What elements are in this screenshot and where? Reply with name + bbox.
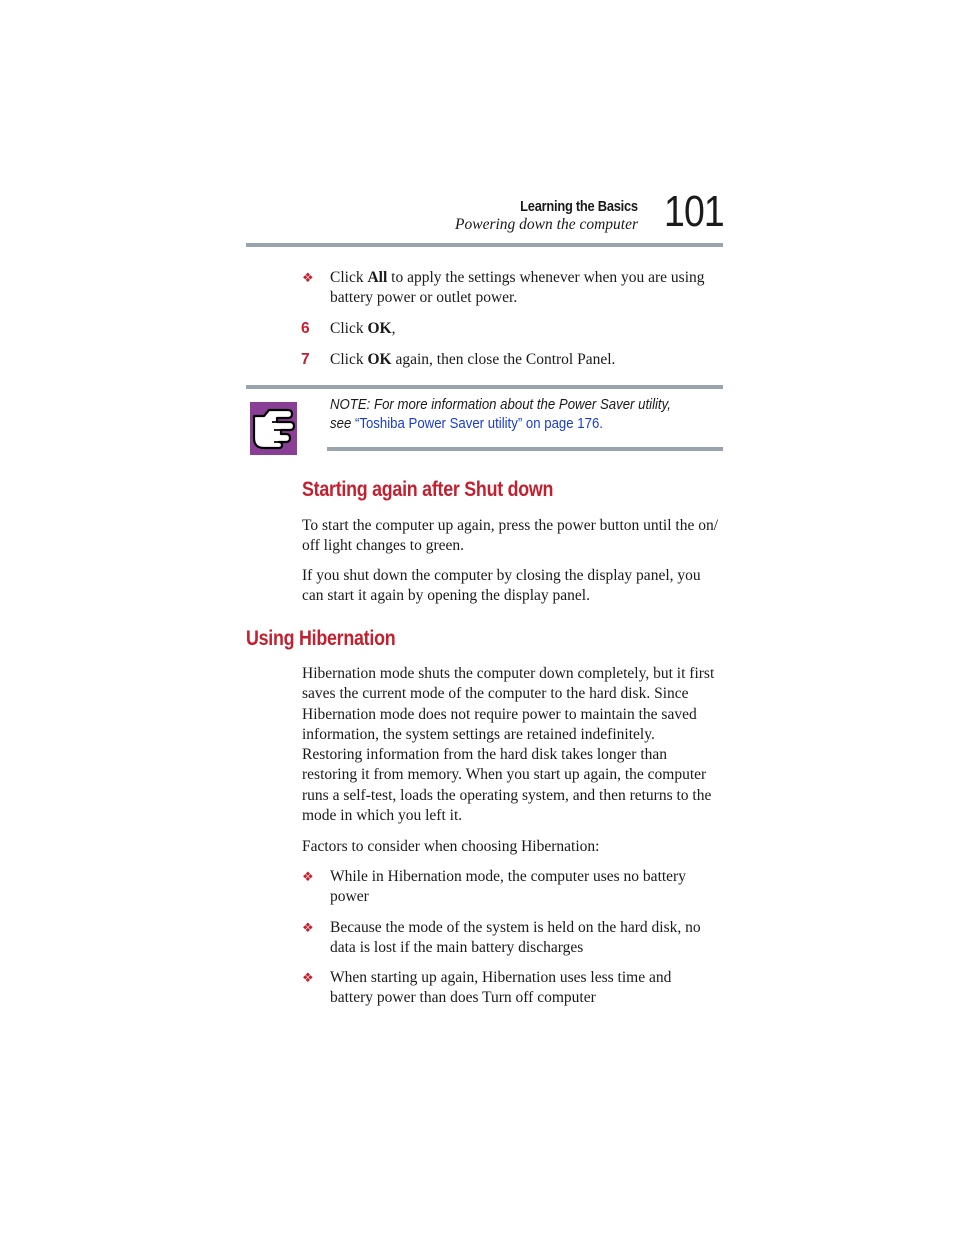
step-number: 6 bbox=[301, 320, 310, 337]
section-heading: Using Hibernation bbox=[246, 627, 396, 650]
note-cross-reference-link[interactable]: “Toshiba Power Saver utility” on page 176. bbox=[354, 415, 603, 432]
running-header-section: Powering down the computer bbox=[455, 216, 638, 233]
paragraph: Factors to consider when choosing Hibernation: bbox=[302, 838, 600, 855]
bullet-diamond-icon: ❖ bbox=[302, 971, 314, 986]
pointing-hand-icon bbox=[250, 402, 297, 455]
list-item: While in Hibernation mode, the computer uses no battery power bbox=[330, 868, 686, 906]
step-text: Click OK again, then close the Control Panel. bbox=[330, 351, 616, 368]
note-bottom-rule bbox=[327, 447, 723, 451]
header-rule bbox=[246, 243, 723, 247]
list-item: Click All to apply the settings whenever when you are using battery power or outlet power. bbox=[330, 269, 705, 307]
step-number: 7 bbox=[301, 351, 310, 368]
note-text: NOTE: For more information about the Power Saver utility, see “Toshiba Power Saver utility” on page 176. bbox=[330, 396, 671, 432]
section-heading: Starting again after Shut down bbox=[302, 478, 554, 501]
paragraph: Hibernation mode shuts the computer down completely, but it first saves the current mode of the computer to the hard disk. Since Hibernation mode does not require power to maintain the saved information, the system settings are retained indefinitely. Restoring information from the hard disk takes longer than restoring it from memory. When you start up again, the computer runs a self-test, loads the operating system, and then returns to the mode in which you left it. bbox=[302, 665, 715, 825]
note-top-rule bbox=[246, 385, 723, 389]
bullet-diamond-icon: ❖ bbox=[302, 271, 314, 286]
bullet-diamond-icon: ❖ bbox=[302, 870, 314, 885]
paragraph: To start the computer up again, press the power button until the on/ off light changes to green. bbox=[302, 517, 719, 555]
paragraph: If you shut down the computer by closing the display panel, you can start it again by opening the display panel. bbox=[302, 567, 701, 605]
step-text: Click OK, bbox=[330, 320, 396, 337]
bullet-diamond-icon: ❖ bbox=[302, 921, 314, 936]
list-item: Because the mode of the system is held on the hard disk, no data is lost if the main battery discharges bbox=[330, 919, 701, 957]
page-number: 101 bbox=[664, 187, 724, 236]
list-item: When starting up again, Hibernation uses less time and battery power than does Turn off computer bbox=[330, 969, 672, 1007]
running-header-chapter: Learning the Basics bbox=[520, 198, 638, 215]
